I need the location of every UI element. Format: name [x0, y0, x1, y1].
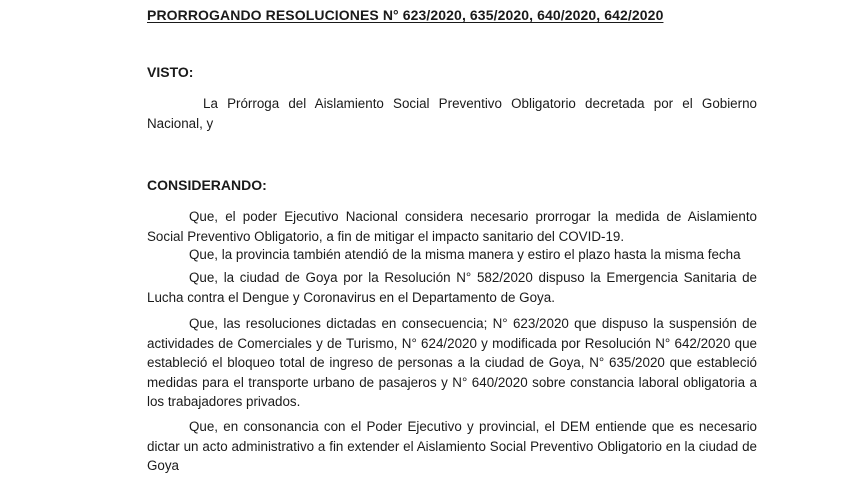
visto-heading: VISTO:: [147, 64, 194, 80]
considerando-paragraph-5: Que, en consonancia con el Poder Ejecutivo y provincial, el DEM entiende que es necesario dictar un acto administrativo a fin extender el Aislamiento Social Preventivo Obligatorio en la ciudad de Goya: [147, 419, 757, 473]
considerando-paragraph-4: Que, las resoluciones dictadas en consecuencia; N° 623/2020 que dispuso la suspensión de actividades de Comerciales y de Turismo, N° 624/2020 y modificada por Resolución N° 642/2020 que estableció el bloqueo total de ingreso de personas a la ciudad de Goya, N° 635/2020 que estableció medidas para el transporte urbano de pasajeros y N° 640/2020 sobre constancia laboral obligatoria a los trabajadores privados.: [147, 316, 757, 409]
considerando-paragraph-2: Que, la provincia también atendió de la misma manera y estiro el plazo hasta la misma fecha: [189, 247, 741, 262]
considerando-paragraph-3: Que, la ciudad de Goya por la Resolución N° 582/2020 dispuso la Emergencia Sanitaria de Lucha contra el Dengue y Coronavirus en el Departamento de Goya.: [147, 270, 757, 305]
visto-text: La Prórroga del Aislamiento Social Preventivo Obligatorio decretada por el Gobierno Nacional, y: [147, 96, 757, 131]
document-title: PRORROGANDO RESOLUCIONES N° 623/2020, 635/2020, 640/2020, 642/2020: [147, 7, 664, 23]
considerando-paragraph-1: Que, el poder Ejecutivo Nacional considera necesario prorrogar la medida de Aislamiento Social Preventivo Obligatorio, a fin de mitigar el impacto sanitario del COVID-19.: [147, 209, 757, 244]
considerando-heading: CONSIDERANDO:: [147, 177, 267, 193]
